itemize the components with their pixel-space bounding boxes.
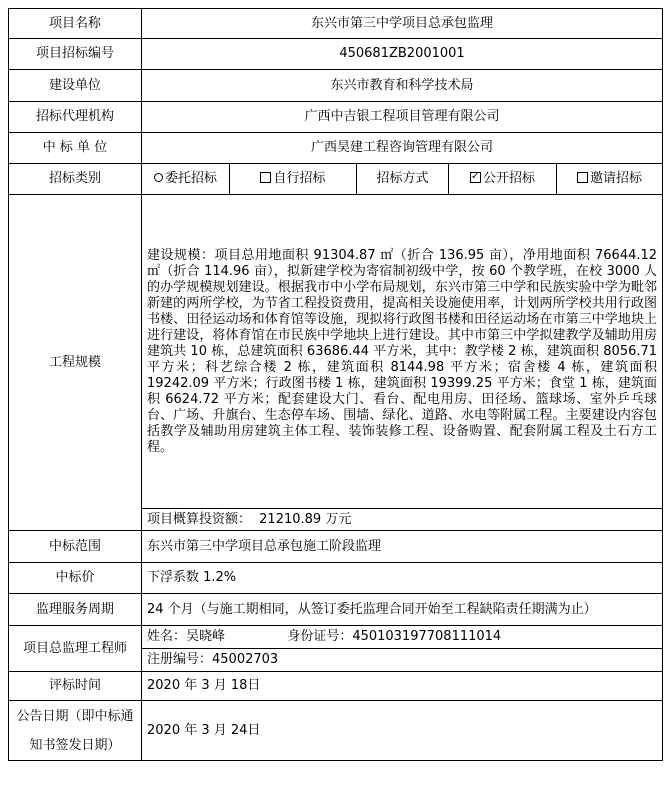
option-entrusted (142, 164, 230, 195)
scale-description: 建设规模：项目总用地面积 91304.87 ㎡（折合 136.95 亩），净用地面积 76644.12 ㎡（折合 114.96 亩），拟新建学校为寄宿制初级中学，按 60 个教学班，在校 3000 人的办学规模规划建设。根据我市中小学布局规划，东兴市第三中学和民族实验中学为毗邻新建的两所学校，为节省工程投资费用，提高相关设施使用率，计划两所学校共用行政图书楼、田径运动场和体育馆等设施，现拟将行政图书楼和田径运动场在市第三中学地块上进行建设，将体育馆在市民族中学地块上进行建设。其中市第三中学拟建教学及辅助用房建筑共 10 栋，总建筑面积 63686.44 平方米，其中：教学楼 2 栋，建筑面积 8056.71 平方米；科艺综合楼 2 栋，建筑面积 8144.98 平方米；宿舍楼 4 栋，建筑面积 19242.09 平方米；行政图书楼 1 栋，建筑面积 19399.25 平方米；食堂 1 栋，建筑面积 6624.72 平方米；配套建设大门、看台、配电用房、田径场、篮球场、室外乒乓球台、广场、升旗台、生态停车场、围墙、绿化、道路、水电等附属工程。主要建设内容包括教学及辅助用房建筑主体工程、装饰装修工程、设备购置、配套附属工程及土石方工程。 (142, 195, 663, 509)
service-period-value: 24 个月（与施工期相同，从签订委托监理合同开始至工程缺陷责任期满为止） (142, 594, 663, 626)
radio-circle-icon (154, 173, 163, 182)
row-bid-scope (9, 531, 663, 563)
method-invite (557, 164, 663, 195)
row-agency (9, 102, 663, 133)
bid-number-label: 项目招标编号 (9, 39, 142, 70)
category-label: 招标类别 (9, 164, 142, 195)
row-chief-engineer (9, 626, 663, 649)
method-open-label: 公开招标 (482, 171, 535, 186)
engineer-name: 吴晓峰 (186, 629, 226, 644)
row-notice-date (9, 701, 663, 761)
winner-value: 广西昊建工程咨询管理有限公司 (142, 133, 663, 164)
bid-scope-label: 中标范围 (9, 531, 142, 563)
chief-engineer-label: 项目总监理工程师 (9, 626, 142, 672)
notice-date-label: 公告日期（即中标通知书签发日期） (9, 701, 142, 761)
eval-time-label: 评标时间 (9, 672, 142, 701)
row-category (9, 164, 663, 195)
bid-scope-value: 东兴市第三中学项目总承包施工阶段监理 (142, 531, 663, 563)
service-period-label: 监理服务周期 (9, 594, 142, 626)
bid-result-table (8, 8, 663, 761)
budget-cell (142, 509, 663, 531)
option-self (230, 164, 357, 195)
winner-label: 中 标 单 位 (9, 133, 142, 164)
checkbox-empty-icon (577, 172, 588, 183)
construction-unit-value: 东兴市教育和科学技术局 (142, 70, 663, 102)
bid-price-label: 中标价 (9, 563, 142, 594)
row-winner (9, 133, 663, 164)
option-entrusted-label: 委托招标 (164, 171, 217, 186)
engineer-reg-label: 注册编号： (147, 652, 213, 667)
scale-label: 工程规模 (9, 195, 142, 531)
method-label: 招标方式 (357, 164, 449, 195)
notice-date-value: 2020 年 3 月 24日 (142, 701, 663, 761)
engineer-name-label: 姓名： (147, 629, 187, 644)
checkbox-empty-icon (260, 172, 271, 183)
eval-time-value: 2020 年 3 月 18日 (142, 672, 663, 701)
agency-label: 招标代理机构 (9, 102, 142, 133)
checkbox-checked-icon (470, 172, 481, 183)
row-project-name (9, 9, 663, 39)
row-scale (9, 195, 663, 509)
engineer-reg: 45002703 (212, 652, 279, 667)
project-name-label: 项目名称 (9, 9, 142, 39)
row-eval-time (9, 672, 663, 701)
bid-price-value: 下浮系数 1.2% (142, 563, 663, 594)
project-name-value: 东兴市第三中学项目总承包监理 (142, 9, 663, 39)
method-invite-label: 邀请招标 (590, 171, 643, 186)
engineer-id: 450103197708111014 (352, 629, 502, 644)
engineer-id-label: 身份证号： (287, 629, 353, 644)
row-construction-unit (9, 70, 663, 102)
row-bid-price (9, 563, 663, 594)
budget-value: 21210.89 万元 (259, 511, 352, 527)
chief-engineer-registration (142, 649, 663, 672)
chief-engineer-identity (142, 626, 663, 649)
row-service-period (9, 594, 663, 626)
row-bid-number (9, 39, 663, 70)
agency-value: 广西中吉银工程项目管理有限公司 (142, 102, 663, 133)
bid-number-value: 450681ZB2001001 (142, 39, 663, 70)
option-self-label: 自行招标 (273, 171, 326, 186)
construction-unit-label: 建设单位 (9, 70, 142, 102)
method-open (449, 164, 557, 195)
budget-label: 项目概算投资额： (147, 511, 252, 527)
